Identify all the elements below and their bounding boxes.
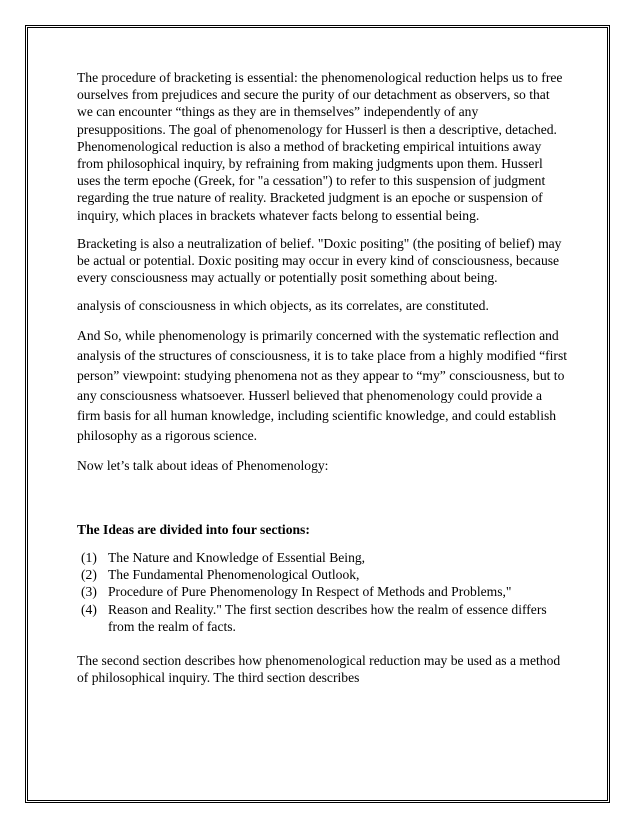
- paragraph-first-person: And So, while phenomenology is primarily concerned with the systematic reflection and analysis of the structures of consciousness, it is to take place from a highly modified “first person” viewpoint: studying phenomena not as they appear to “my” consciousness, but to any consciousness whatsoever. Husserl believed that phenomenology could provide a firm basis for all human knowledge, including scientific knowledge, and could establish philosophy as a rigorous science.: [77, 327, 568, 443]
- list-number: (4): [81, 601, 97, 617]
- list-number: (2): [81, 567, 97, 583]
- document-body: [77, 69, 567, 697]
- list-item: [81, 583, 567, 600]
- list-item: [81, 549, 567, 566]
- paragraph-neutralization: Bracketing is also a neutralization of belief. "Doxic positing" (the positing of belief) may be actual or potential. Doxic positing may occur in every kind of consciousness, because every consciousness may actually or potentially posit something about being.: [77, 235, 562, 286]
- section-heading: The Ideas are divided into four sections:: [77, 521, 310, 537]
- paragraph-analysis: analysis of consciousness in which objects, as its correlates, are constituted.: [77, 298, 489, 314]
- list-text: Procedure of Pure Phenomenology In Respect of Methods and Problems,": [108, 584, 512, 600]
- list-item: [81, 566, 567, 583]
- sections-list: [77, 549, 567, 635]
- list-text: The Fundamental Phenomenological Outlook,: [108, 567, 360, 583]
- list-text: Reason and Reality." The first section describes how the realm of essence differs from the realm of facts.: [108, 601, 547, 634]
- paragraph-second-section: The second section describes how phenomenological reduction may be used as a method of philosophical inquiry. The third section describes: [77, 653, 561, 686]
- list-item: [81, 601, 567, 635]
- paragraph-ideas-intro: Now let’s talk about ideas of Phenomenology:: [77, 457, 329, 473]
- list-text: The Nature and Knowledge of Essential Being,: [108, 550, 366, 566]
- list-number: (1): [81, 550, 97, 566]
- paragraph-bracketing: The procedure of bracketing is essential: the phenomenological reduction helps us to free ourselves from prejudices and secure the purity of our detachment as observers, so that we can encounter “things as they are in themselves” independently of any presuppositions. The goal of phenomenology for Husserl is then a descriptive, detached. Phenomenological reduction is also a method of bracketing empirical intuitions away from philosophical inquiry, by refraining from making judgments upon them. Husserl uses the term epoche (Greek, for "a cessation") to refer to this suspension of judgment regarding the true nature of reality. Bracketed judgment is an epoche or suspension of inquiry, which places in brackets whatever facts belong to essential being.: [77, 70, 563, 223]
- list-number: (3): [81, 584, 97, 600]
